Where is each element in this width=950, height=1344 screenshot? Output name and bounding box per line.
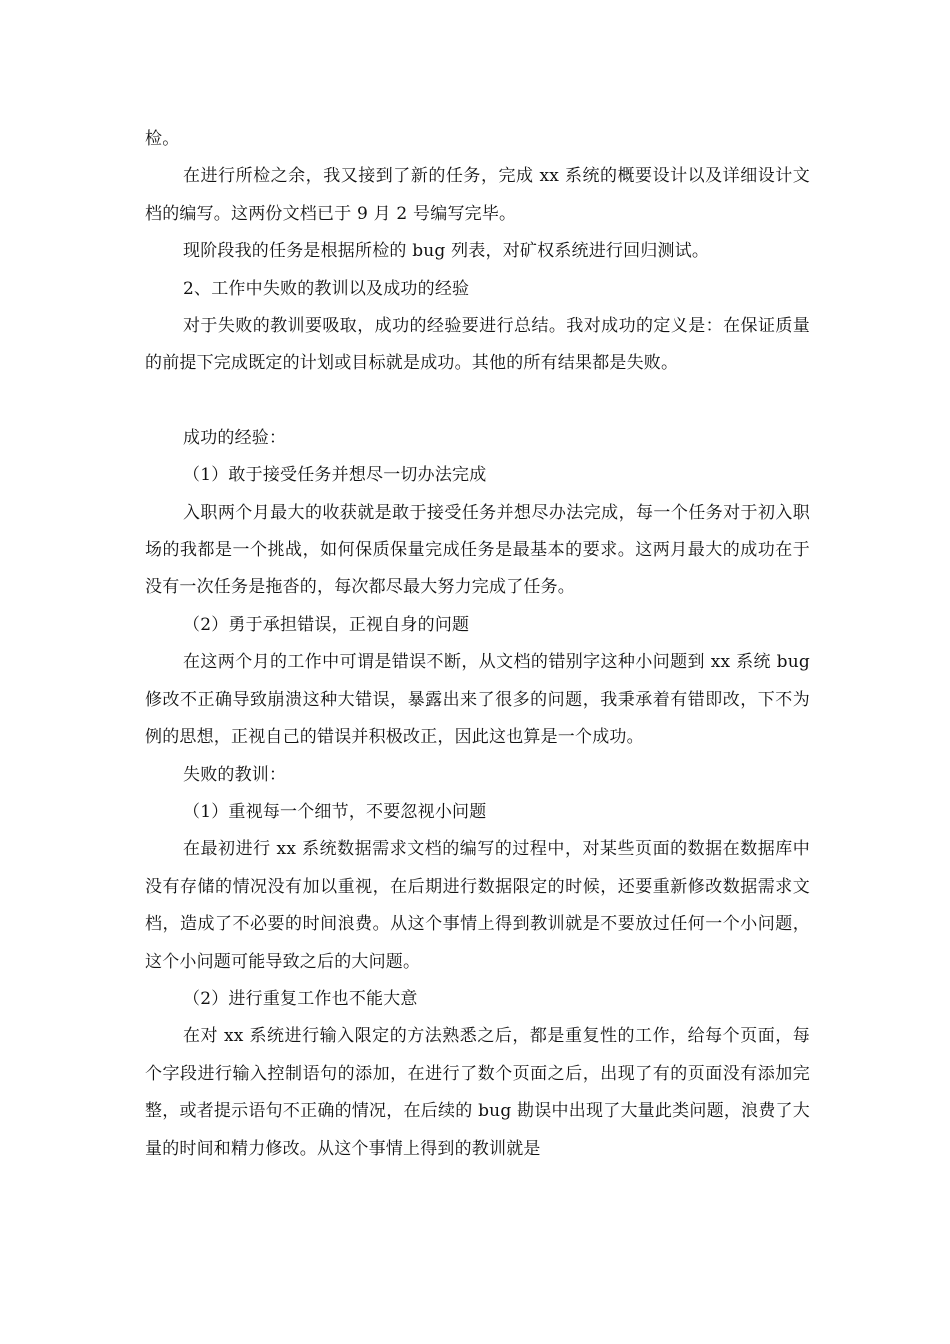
paragraph-admit-errors: 在这两个月的工作中可谓是错误不断，从文档的错别字这种小问题到 xx 系统 bug 修改不正确导致崩溃这种大错误，暴露出来了很多的问题，我秉承着有错即改，下不为例的思想，正视自己的错误并积极改正，因此这也算是一个成功。 [145, 652, 810, 748]
blank-line [145, 383, 810, 420]
subheading-success-experience: 成功的经验： [183, 427, 287, 448]
paragraph-accept-tasks: 入职两个月最大的收获就是敢于接受任务并想尽办法完成，每一个任务对于初入职场的我都是一个挑战，如何保质保量完成任务是最基本的要求。这两月最大的成功在于没有一次任务是拖沓的，每次都尽最大努力完成了任务。 [145, 502, 810, 598]
subheading-failure-lessons: 失败的教训： [183, 764, 287, 785]
document-body [145, 121, 810, 1168]
section-heading-lessons: 2、工作中失败的教训以及成功的经验 [183, 278, 470, 299]
item-heading-accept-tasks: （1）敢于接受任务并想尽一切办法完成 [183, 465, 487, 486]
paragraph-continuation: 检。 [145, 129, 180, 149]
item-heading-details: （1）重视每一个细节，不要忽视小问题 [183, 801, 487, 822]
paragraph-repetitive-work: 在对 xx 系统进行输入限定的方法熟悉之后，都是重复性的工作，给每个页面，每个字段进行输入控制语句的添加，在进行了数个页面之后，出现了有的页面没有添加完整，或者提示语句不正确的情况，在后续的 bug 勘误中出现了大量此类问题，浪费了大量的时间和精力修改。从这个事情上得到的教训就是 [145, 1026, 810, 1159]
item-heading-repetitive-work: （2）进行重复工作也不能大意 [183, 988, 418, 1009]
paragraph-success-definition: 对于失败的教训要吸取，成功的经验要进行总结。我对成功的定义是：在保证质量的前提下完成既定的计划或目标就是成功。其他的所有结果都是失败。 [145, 316, 810, 374]
item-heading-admit-errors: （2）勇于承担错误，正视自身的问题 [183, 614, 470, 635]
paragraph-new-task: 在进行所检之余，我又接到了新的任务，完成 xx 系统的概要设计以及详细设计文档的编写。这两份文档已于 9 月 2 号编写完毕。 [145, 166, 810, 224]
paragraph-details: 在最初进行 xx 系统数据需求文档的编写的过程中，对某些页面的数据在数据库中没有存储的情况没有加以重视，在后期进行数据限定的时候，还要重新修改数据需求文档，造成了不必要的时间浪费。从这个事情上得到教训就是不要放过任何一个小问题，这个小问题可能导致之后的大问题。 [145, 839, 810, 972]
paragraph-current-task: 现阶段我的任务是根据所检的 bug 列表，对矿权系统进行回归测试。 [183, 241, 710, 262]
